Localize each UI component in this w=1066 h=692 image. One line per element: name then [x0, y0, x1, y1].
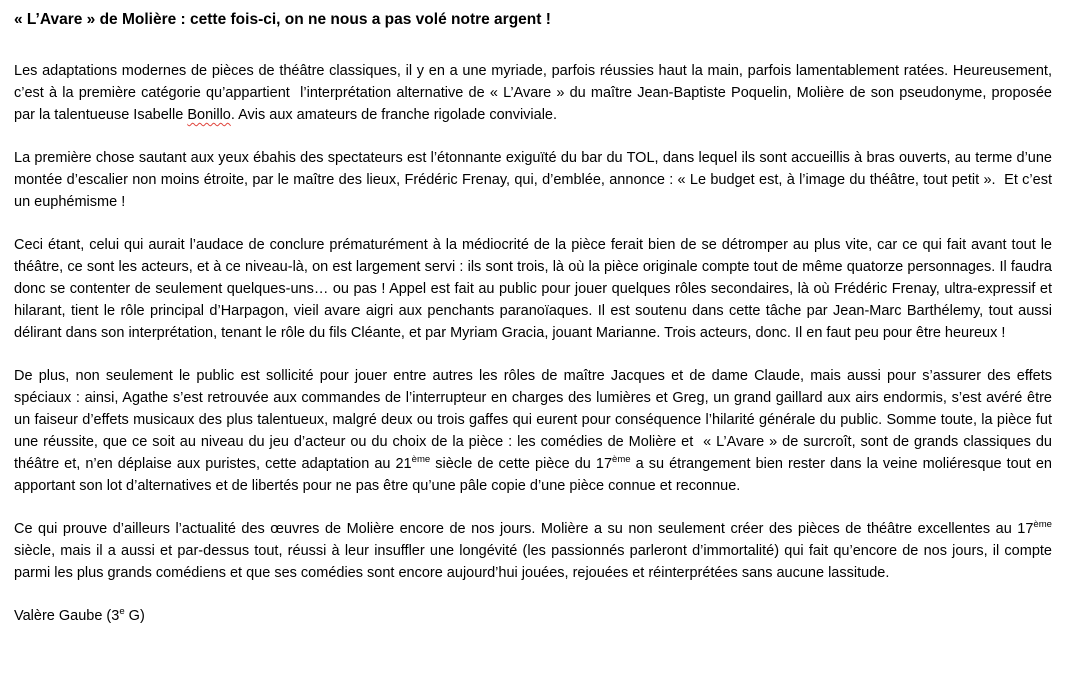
text-run: Valère Gaube (3 [14, 608, 120, 624]
text-run: a su étrangement bien rester dans la veine moliéresque tout en apportant son lot d’alternatives et de libertés pour ne pas être qu’une pâle copie d’une pièce connue et reconnue. [14, 456, 1052, 494]
paragraph [14, 60, 1052, 126]
paragraph [14, 147, 1052, 213]
article-signature [14, 605, 1052, 627]
text-run: Ce qui prouve d’ailleurs l’actualité des œuvres de Molière encore de nos jours. Molière a su non seulement créer des pièces de théâtre excellentes au 17 [14, 521, 1034, 537]
text-run: siècle, mais il a aussi et par-dessus tout, réussi à leur insuffler une longévité (les passionnés parleront d’immortalité) qui fait qu’encore de nos jours, il compte parmi les plus grands comédiens et que ses comédies sont encore aujourd’hui jouées, rejouées et réinterprétées sans aucune lassitude. [14, 543, 1052, 581]
superscript-text: ème [411, 454, 431, 466]
misspelled-word: Bonillo [187, 107, 231, 123]
text-run: . Avis aux amateurs de franche rigolade conviviale. [230, 107, 558, 123]
text-run: La première chose sautant aux yeux ébahis des spectateurs est l’étonnante exiguïté du bar du TOL, dans lequel ils sont accueillis à bras ouverts, au terme d’une montée d’escalier non moins étroite, par le maître des lieux, Frédéric Frenay, qui, d’emblée, annonce : « Le budget est, à l’image du théâtre, tout petit ». Et c’est un euphémisme ! [14, 150, 1052, 210]
text-run: Les adaptations modernes de pièces de théâtre classiques, il y en a une myriade, parfois réussies haut la main, parfois lamentablement ratées. Heureusement, c’est à la première catégorie qu’appartient l’interprétation alternative de « L’Avare » du maître Jean-Baptiste Poquelin, Molière de son pseudonyme, proposée par la talentueuse Isabelle [14, 63, 1052, 123]
paragraph [14, 365, 1052, 497]
superscript-text: ème [612, 454, 631, 466]
text-run: Ceci étant, celui qui aurait l’audace de conclure prématurément à la médiocrité de la pièce ferait bien de se détromper au plus vite, car ce qui fait avant tout le théâtre, ce sont les acteurs, et à ce niveau-là, on est largement servi : ils sont trois, là où la pièce originale compte tout de même quatorze personnages. Il faudra donc se contenter de seulement quelques-uns… ou pas ! Appel est fait au public pour jouer quelques rôles secondaires, là où Frédéric Frenay, ultra-expressif et hilarant, tient le rôle principal d’Harpagon, vieil avare aigri aux penchants paranoïaques. Il est soutenu dans cette tâche par Jean-Marc Barthélemy, tout aussi délirant dans son interprétation, tenant le rôle du fils Cléante, et par Myriam Gracia, jouant Marianne. Trois acteurs, donc. Il en faut peu pour être heureux ! [14, 237, 1052, 341]
article-title: « L’Avare » de Molière : cette fois-ci, on ne nous a pas volé notre argent ! [14, 11, 551, 28]
paragraph [14, 518, 1052, 584]
text-run: G) [124, 608, 145, 624]
superscript-text: ème [1033, 519, 1052, 531]
text-run: De plus, non seulement le public est sollicité pour jouer entre autres les rôles de maître Jacques et de dame Claude, mais aussi pour s’assurer des effets spéciaux : ainsi, Agathe s’est retrouvée aux commandes de l’interrupteur en charges des lumières et Greg, un grand gaillard aux airs endormis, s’est avéré être un faiseur d’effets musicaux des plus talentueux, malgré deux ou trois gaffes qui eurent pour conséquence l’hilarité générale du public. Somme toute, la pièce fut une réussite, que ce soit au niveau du jeu d’acteur ou du choix de la pièce : les comédies de Molière et « L’Avare » de surcroît, sont de grands classiques du théâtre et, n’en déplaise aux puristes, cette adaptation au 21 [14, 368, 1052, 472]
article-body [14, 60, 1052, 584]
text-run: siècle de cette pièce du 17 [430, 456, 613, 472]
superscript-text: e [119, 606, 125, 618]
paragraph [14, 234, 1052, 344]
